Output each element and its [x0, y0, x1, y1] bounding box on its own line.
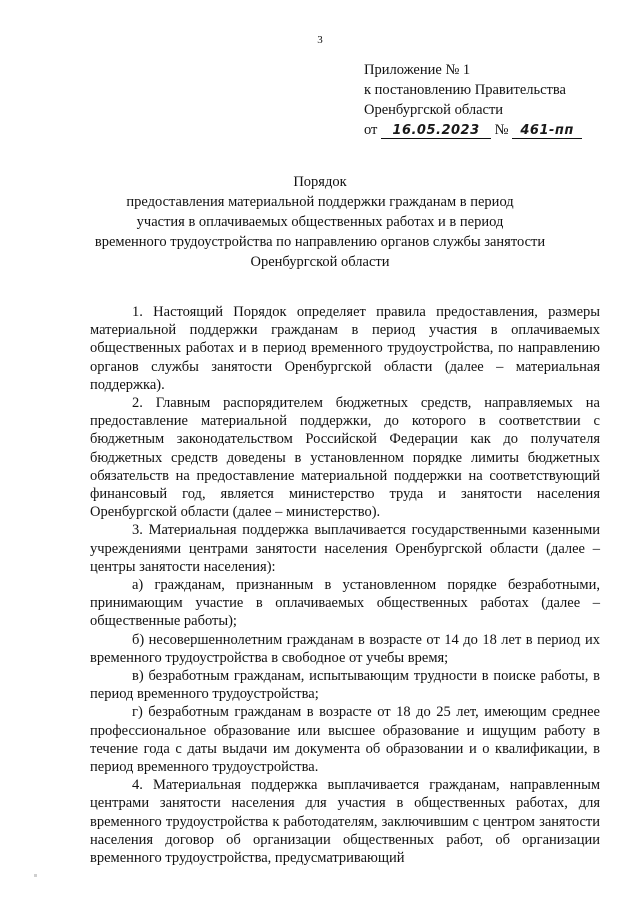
appendix-date-line — [364, 120, 604, 140]
paragraph-1: 1. Настоящий Порядок определяет правила предоставления, размеры материальной поддержки гражданам в период участия в оплачиваемых общественных работах и в период временного трудоустройства, по направлению органов службы занятости Оренбургской области (далее – материальная поддержка). — [90, 304, 600, 393]
page-number: 3 — [317, 34, 323, 46]
appendix-block — [364, 60, 604, 140]
number-label: № — [494, 122, 509, 138]
document-body — [90, 303, 600, 867]
from-label: от — [364, 122, 378, 138]
paragraph-3d: г) безработным гражданам в возрасте от 18 до 25 лет, имеющим среднее профессиональное образование или высшее образование и ищущим работу в течение года с даты выдачи им документа об образовании и о квалификации, в период временного трудоустройства. — [90, 704, 600, 776]
paragraph-3: 3. Материальная поддержка выплачивается государственными казенными учреждениями центрами занятости населения Оренбургской области (далее – центры занятости населения): — [90, 522, 600, 575]
appendix-resolution: к постановлению Правительства — [364, 82, 566, 98]
title-line-1: предоставления материальной поддержки гражданам в период — [126, 194, 514, 210]
title-line-4: Оренбургской области — [250, 254, 390, 270]
paragraph-3b: б) несовершеннолетним гражданам в возрасте от 14 до 18 лет в период их временного трудоустройства в свободное от учебы время; — [90, 631, 600, 666]
title-line-2: участия в оплачиваемых общественных работах и в период — [136, 214, 504, 230]
paragraph-2: 2. Главным распорядителем бюджетных средств, направляемых на предоставление материальной поддержки, до которого в соответствии с бюджетным законодательством Российской Федерации как до получателя бюджетных средств доведены в установленном порядке лимиты бюджетных обязательств на предоставление материальной поддержки на соответствующий финансовый год, является министерство труда и занятости населения Оренбургской области (далее – министерство). — [90, 395, 600, 521]
appendix-region: Оренбургской области — [364, 102, 504, 118]
handwritten-number: 461-пп — [512, 124, 582, 139]
handwritten-date: 16.05.2023 — [381, 124, 491, 139]
paragraph-3a: а) гражданам, признанным в установленном порядке безработными, принимающим участие в оплачиваемых общественных работах (далее – общественные работы); — [90, 577, 600, 630]
paragraph-3c: в) безработным гражданам, испытывающим трудности в поиске работы, в период временного трудоустройства; — [90, 668, 600, 703]
document-title — [60, 172, 580, 272]
appendix-title: Приложение № 1 — [364, 62, 471, 78]
title-heading: Порядок — [293, 174, 347, 190]
paragraph-4: 4. Материальная поддержка выплачивается гражданам, направленным центрами занятости населения для участия в общественных работах, для временного трудоустройства к работодателям, заключившим с центром занятости населения договор об организации общественных работ, об организации временного трудоустройства, предусматривающий — [90, 777, 600, 867]
title-line-3: временного трудоустройства по направлению органов службы занятости — [94, 234, 546, 250]
scan-mark — [34, 874, 37, 877]
